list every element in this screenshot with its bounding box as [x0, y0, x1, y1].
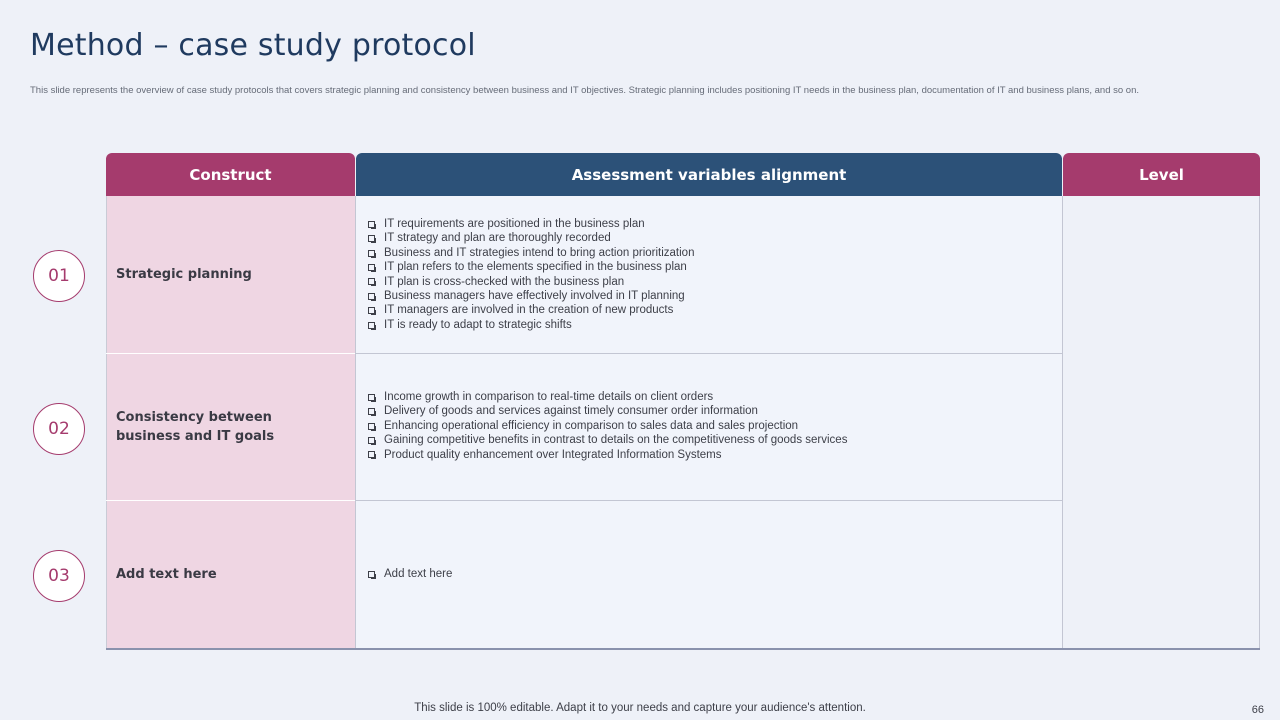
divider — [355, 196, 356, 648]
list-item: IT plan is cross-checked with the business plan — [368, 275, 694, 289]
construct-cell — [106, 196, 355, 353]
list-item: Product quality enhancement over Integrated Information Systems — [368, 448, 847, 462]
slide-title: Method – case study protocol — [30, 28, 476, 63]
checkbox-bullet-icon — [368, 322, 375, 329]
divider — [356, 500, 1062, 501]
checkbox-bullet-icon — [368, 451, 375, 458]
checkbox-bullet-icon — [368, 423, 375, 430]
construct-cell — [106, 500, 355, 648]
checkbox-bullet-icon — [368, 250, 375, 257]
divider — [356, 353, 1062, 354]
checkbox-bullet-icon — [368, 408, 375, 415]
list-item: Business and IT strategies intend to bring action prioritization — [368, 246, 694, 260]
row-number-badge: 01 — [33, 250, 85, 302]
list-item: Gaining competitive benefits in contrast to details on the competitiveness of goods services — [368, 433, 847, 447]
table-bottom-border — [106, 648, 1260, 650]
case-study-table — [106, 153, 1260, 649]
list-item: IT strategy and plan are thoroughly recorded — [368, 231, 694, 245]
list-item: Add text here — [368, 567, 452, 581]
list-item: Enhancing operational efficiency in comparison to sales data and sales projection — [368, 419, 847, 433]
list-item: Income growth in comparison to real-time details on client orders — [368, 390, 847, 404]
checkbox-bullet-icon — [368, 394, 375, 401]
checkbox-bullet-icon — [368, 293, 375, 300]
header-assessment: Assessment variables alignment — [356, 153, 1062, 196]
checkbox-bullet-icon — [368, 307, 375, 314]
list-item: IT requirements are positioned in the business plan — [368, 217, 694, 231]
checkbox-bullet-icon — [368, 571, 375, 578]
construct-label: Consistency between business and IT goals — [116, 409, 275, 444]
row-number-badge: 02 — [33, 403, 85, 455]
assessment-list — [368, 217, 694, 332]
list-item: IT plan refers to the elements specified in the business plan — [368, 260, 694, 274]
checkbox-bullet-icon — [368, 437, 375, 444]
slide-subtitle: This slide represents the overview of case study protocols that covers strategic planning and consistency between business and IT objectives. Strategic planning includes positioning IT needs in the business plan, documentation of IT and business plans, and so on. — [30, 85, 1139, 96]
assessment-list — [368, 390, 847, 462]
construct-cell — [106, 353, 355, 500]
assessment-cell — [356, 353, 1062, 500]
header-construct: Construct — [106, 153, 355, 196]
footer-note: This slide is 100% editable. Adapt it to your needs and capture your audience's attention. — [414, 702, 866, 714]
checkbox-bullet-icon — [368, 264, 375, 271]
divider — [1062, 196, 1063, 648]
divider — [106, 353, 355, 354]
header-level: Level — [1063, 153, 1260, 196]
page-number: 66 — [1251, 704, 1264, 716]
assessment-cell — [356, 196, 1062, 353]
row-number-badge: 03 — [33, 550, 85, 602]
construct-label: Strategic planning — [116, 267, 252, 282]
checkbox-bullet-icon — [368, 235, 375, 242]
divider — [106, 500, 355, 501]
checkbox-bullet-icon — [368, 278, 375, 285]
list-item: Delivery of goods and services against timely consumer order information — [368, 404, 847, 418]
construct-label: Add text here — [116, 566, 217, 582]
assessment-cell — [356, 500, 1062, 648]
assessment-list — [368, 567, 452, 581]
level-column — [1063, 196, 1260, 648]
checkbox-bullet-icon — [368, 221, 375, 228]
list-item: IT is ready to adapt to strategic shifts — [368, 318, 694, 332]
list-item: IT managers are involved in the creation of new products — [368, 303, 694, 317]
list-item: Business managers have effectively involved in IT planning — [368, 289, 694, 303]
